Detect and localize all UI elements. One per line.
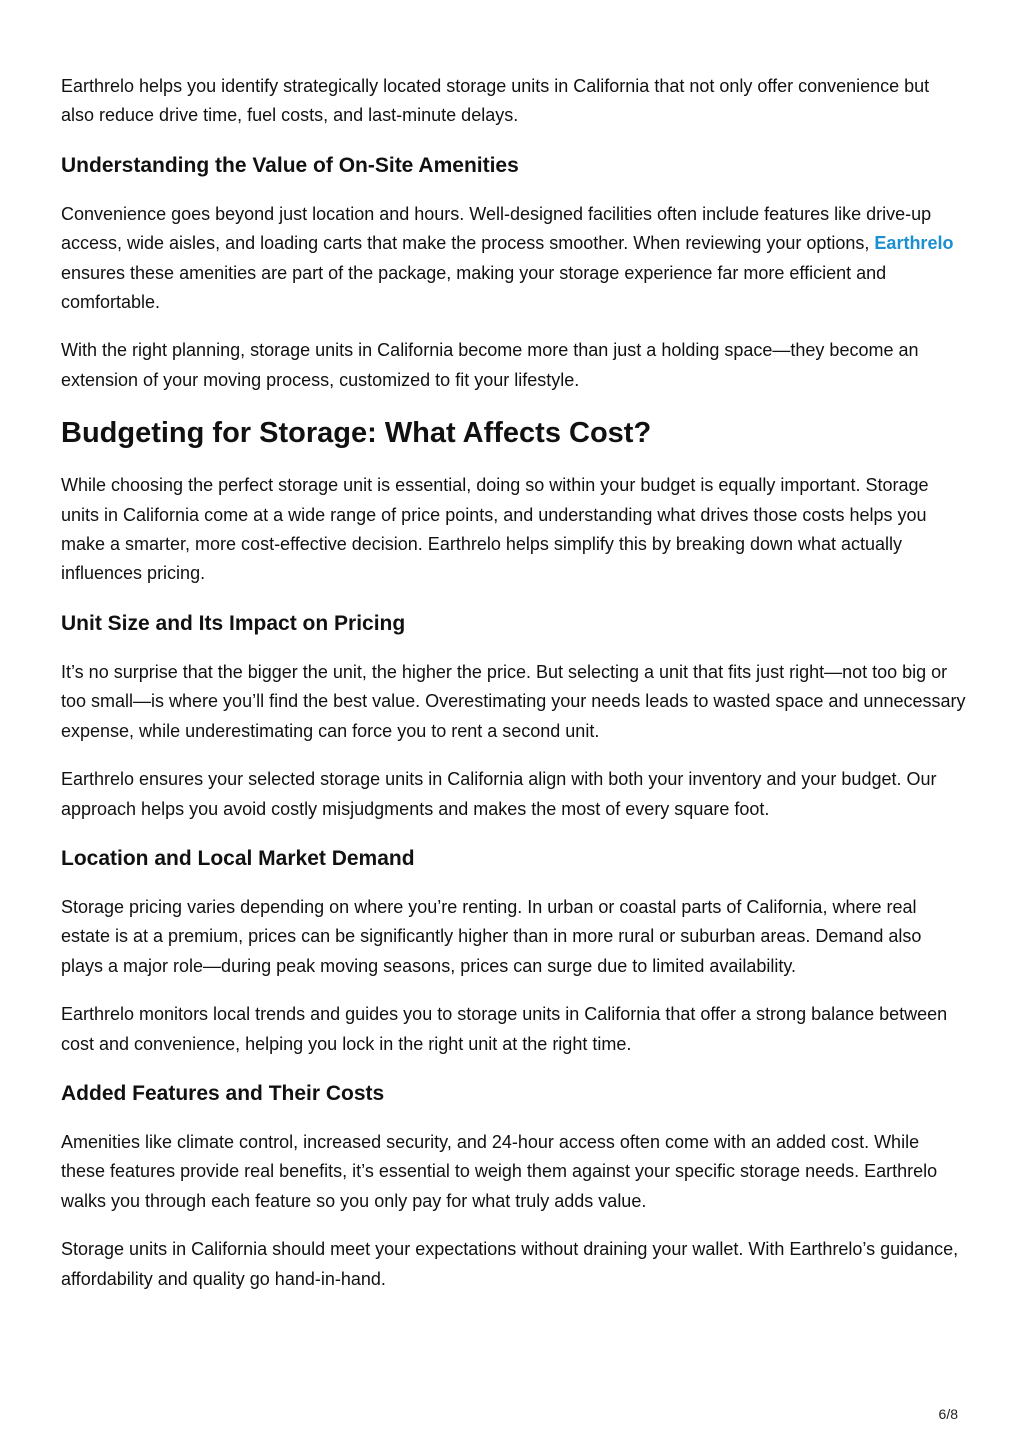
intro-paragraph: Earthrelo helps you identify strategically located storage units in California that not only offer convenience but also reduce drive time, fuel costs, and last-minute delays. xyxy=(61,76,930,126)
features-paragraph-2: Storage units in California should meet your expectations without draining your wallet. With Earthrelo’s guidance, affordability and quality go hand-in-hand. xyxy=(61,1239,959,1289)
amenities-heading: Understanding the Value of On-Site Amenities xyxy=(61,153,519,177)
location-heading: Location and Local Market Demand xyxy=(61,846,415,870)
features-paragraph-1: Amenities like climate control, increased security, and 24-hour access often come with an added cost. While these features provide real benefits, it’s essential to weigh them against your specific storage needs. Earthrelo walks you through each feature so you only pay for what truly adds value. xyxy=(61,1131,938,1211)
location-paragraph-1: Storage pricing varies depending on where you’re renting. In urban or coastal parts of California, where real estate is at a premium, prices can be significantly higher than in more rural or suburban areas. Demand also plays a major role—during peak moving seasons, prices can surge due to limited availability. xyxy=(61,896,922,976)
unit-size-heading: Unit Size and Its Impact on Pricing xyxy=(61,611,406,635)
page-number: 6/8 xyxy=(938,1406,958,1422)
amenities-closing-paragraph: With the right planning, storage units in California become more than just a holding space—they become an extension of your moving process, customized to fit your lifestyle. xyxy=(61,340,919,390)
amenities-text-before: Convenience goes beyond just location and hours. Well-designed facilities often include features like drive-up access, wide aisles, and loading carts that make the process smoother. When reviewing your options, xyxy=(61,203,932,254)
unit-size-paragraph-1: It’s no surprise that the bigger the unit, the higher the price. But selecting a unit that fits just right—not too big or too small—is where you’ll find the best value. Overestimating your needs leads to wasted space and unnecessary expense, while underestimating can force you to rent a second unit. xyxy=(61,661,966,741)
budgeting-heading: Budgeting for Storage: What Affects Cost? xyxy=(61,417,652,450)
location-paragraph-2: Earthrelo monitors local trends and guides you to storage units in California that offer a strong balance between cost and convenience, helping you lock in the right unit at the right time. xyxy=(61,1004,948,1054)
amenities-paragraph xyxy=(61,200,967,318)
features-heading: Added Features and Their Costs xyxy=(61,1081,385,1105)
unit-size-paragraph-2: Earthrelo ensures your selected storage units in California align with both your inventory and your budget. Our approach helps you avoid costly misjudgments and makes the most of every square foot. xyxy=(61,769,937,819)
budgeting-paragraph: While choosing the perfect storage unit is essential, doing so within your budget is equally important. Storage units in California come at a wide range of price points, and understanding what drives those costs helps you make a smarter, more cost-effective decision. Earthrelo helps simplify this by breaking down what actually influences pricing. xyxy=(61,475,929,584)
amenities-text-after: ensures these amenities are part of the package, making your storage experience far more efficient and comfortable. xyxy=(61,262,887,313)
document-body xyxy=(61,72,967,1294)
earthrelo-link[interactable]: Earthrelo xyxy=(874,233,954,254)
